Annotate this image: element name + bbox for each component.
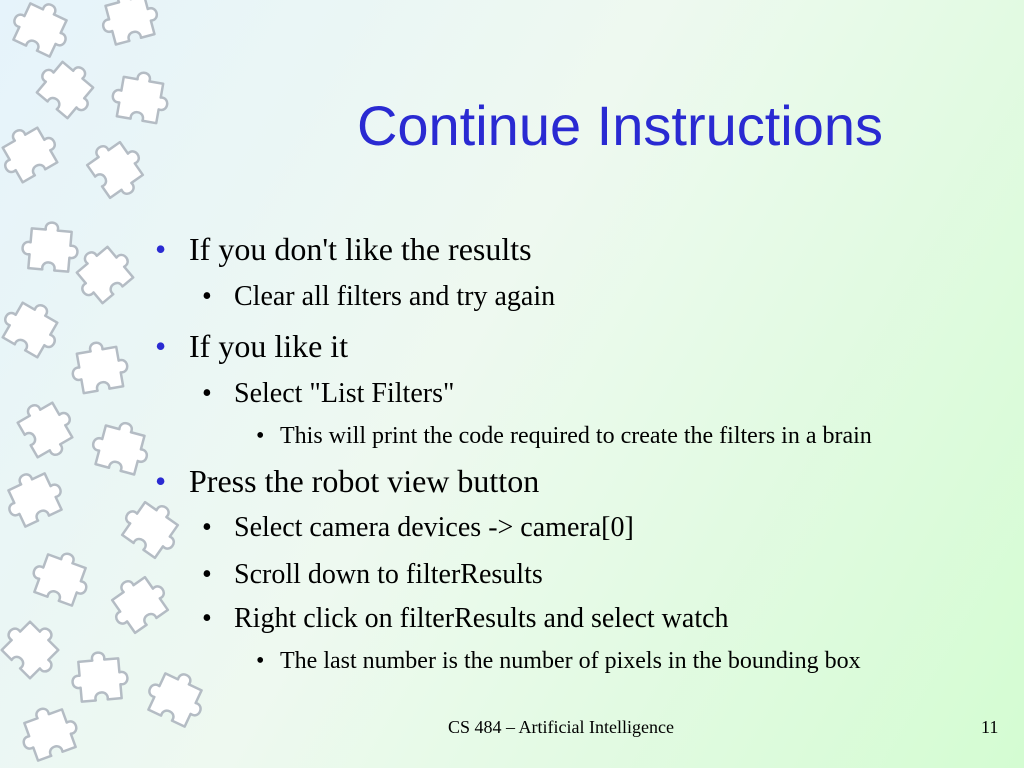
bullet-item (202, 281, 556, 312)
bullet-text: Clear all filters and try again (234, 281, 556, 312)
bullet-item (155, 231, 532, 267)
bullet-marker: • (202, 603, 212, 634)
bullet-text: If you like it (189, 328, 349, 364)
bullet-text: The last number is the number of pixels in the bounding box (280, 648, 861, 674)
bullet-text: Right click on filterResults and select watch (234, 603, 729, 634)
bullet-item (155, 328, 349, 364)
bullet-item (202, 559, 543, 590)
bullet-marker: • (256, 423, 265, 449)
bullet-text: Press the robot view button (189, 463, 540, 499)
bullet-item (202, 603, 729, 634)
bullet-item (202, 512, 634, 543)
bullet-marker: • (155, 231, 167, 267)
slide-title: Continue Instructions (356, 94, 884, 157)
bullet-text: Select camera devices -> camera[0] (234, 512, 634, 543)
bullet-text: This will print the code required to create the filters in a brain (280, 423, 872, 449)
bullet-marker: • (155, 463, 167, 499)
bullet-marker: • (155, 328, 167, 364)
bullet-marker: • (256, 648, 265, 674)
bullet-marker: • (202, 512, 212, 543)
footer-course: CS 484 – Artificial Intelligence (448, 717, 674, 737)
bullet-text: Select "List Filters" (234, 378, 455, 409)
bullet-marker: • (202, 559, 212, 590)
bullet-marker: • (202, 281, 212, 312)
bullet-item (202, 378, 455, 409)
bullet-item (155, 463, 540, 499)
bullet-text: If you don't like the results (189, 231, 532, 267)
slide-number: 11 (981, 717, 999, 737)
bullet-text: Scroll down to filterResults (234, 559, 543, 590)
bullet-item (256, 423, 872, 449)
bullet-marker: • (202, 378, 212, 409)
bullet-item (256, 648, 861, 674)
